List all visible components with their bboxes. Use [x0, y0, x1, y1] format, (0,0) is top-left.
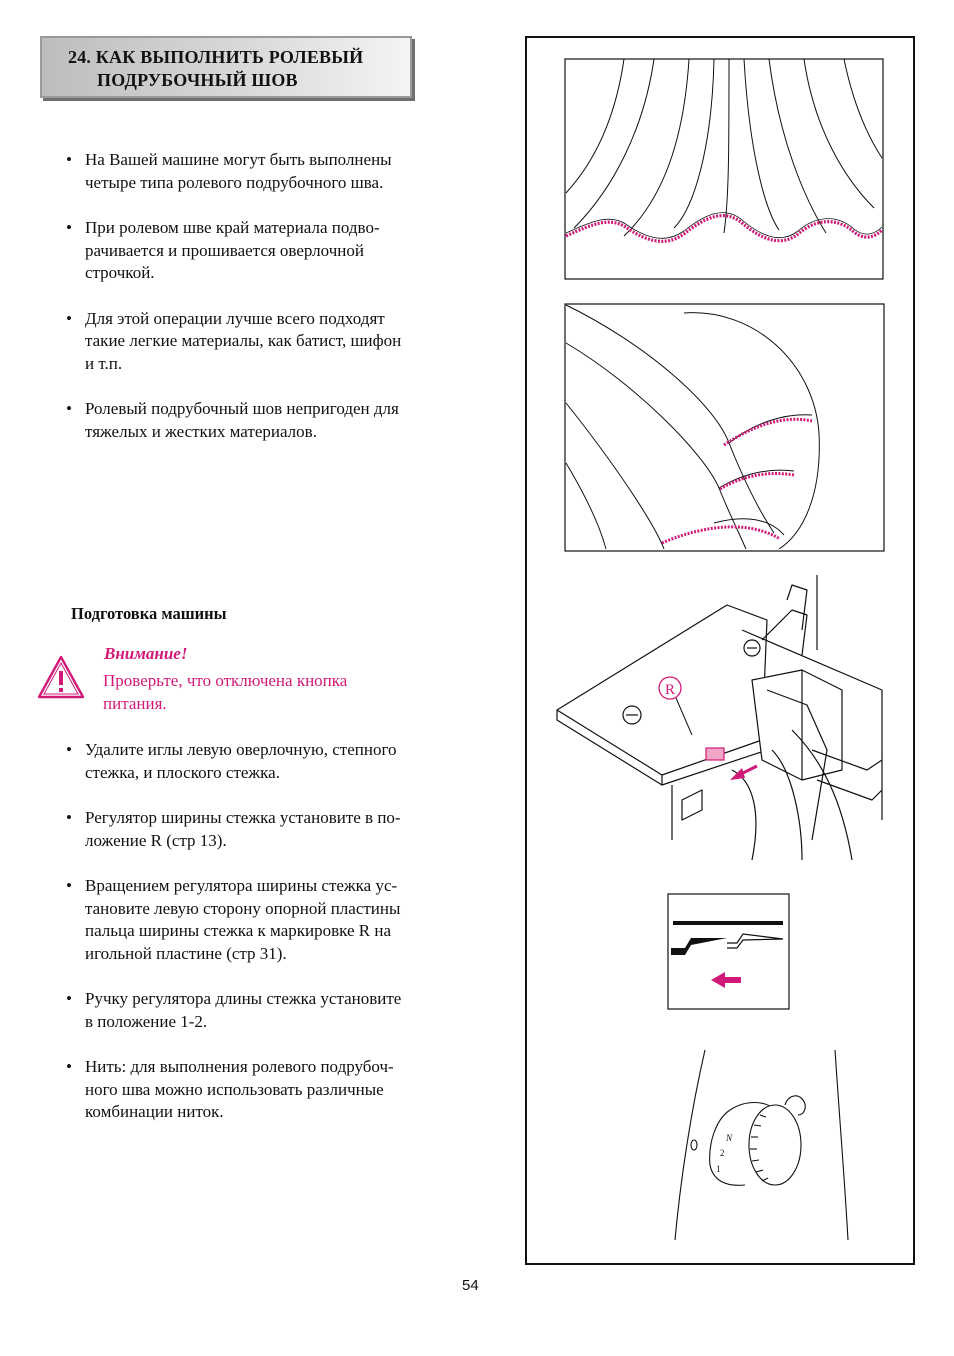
- warning-line: питания.: [103, 693, 167, 713]
- bullet-line: рачивается и прошивается оверлочной: [85, 240, 364, 260]
- bullet-line: • На Вашей машине могут быть выполнены: [85, 150, 392, 169]
- bullet-line: • Ролевый подрубочный шов непригоден для: [85, 399, 399, 418]
- needle-plate-illustration: [552, 570, 887, 860]
- section-title-box: [40, 36, 412, 98]
- step-line: в положение 1-2.: [85, 1011, 208, 1031]
- intro-bullet-2: [66, 217, 466, 285]
- step-line: • Нить: для выполнения ролевого подрубоч-: [85, 1057, 394, 1076]
- dial-mark-2: 2: [720, 1148, 725, 1158]
- warning-text: [103, 670, 347, 715]
- bullet-line: • При ролевом шве край материала подво-: [85, 218, 380, 237]
- page-number: 54: [462, 1277, 479, 1294]
- step-line: • Ручку регулятора длины стежка установите: [85, 989, 402, 1008]
- bullet-line: • Для этой операции лучше всего подходят: [85, 308, 385, 328]
- preparation-step-3: [66, 875, 466, 965]
- preparation-step-2: [66, 807, 466, 852]
- intro-bullet-4: [66, 398, 466, 443]
- step-line: игольной пластине (стр 31).: [85, 943, 287, 963]
- fabric-wave-hem-illustration: [564, 58, 884, 280]
- section-title-line-2: ПОДРУБОЧНЫЙ ШОВ: [97, 70, 298, 90]
- step-line: ложение R (стр 13).: [85, 830, 227, 850]
- section-title-line-1: 24. КАК ВЫПОЛНИТЬ РОЛЕВЫЙ: [68, 47, 364, 67]
- bullet-line: такие легкие материалы, как батист, шифон: [85, 331, 402, 350]
- stitch-finger-indicator-illustration: [667, 893, 790, 1010]
- fabric-swirl-hem-illustration: [564, 303, 885, 552]
- preparation-step-1: [66, 739, 466, 784]
- dial-mark-1: 1: [716, 1164, 721, 1174]
- intro-bullet-3: [66, 308, 466, 376]
- step-line: ного шва можно использовать различные: [85, 1079, 384, 1099]
- warning-triangle-icon: [36, 654, 86, 700]
- bullet-line: четыре типа ролевого подрубочного шва.: [85, 172, 384, 192]
- bullet-line: тяжелых и жестких материалов.: [85, 421, 317, 441]
- warning-line: Проверьте, что отключена кнопка: [103, 671, 348, 690]
- warning-title: Внимание!: [104, 644, 188, 663]
- step-line: комбинации ниток.: [85, 1102, 224, 1121]
- intro-bullet-1: [66, 149, 466, 194]
- bullet-line: строчкой.: [85, 263, 155, 282]
- step-line: тановите левую сторону опорной пластины: [85, 898, 401, 918]
- step-line: • Регулятор ширины стежка установите в по-: [85, 808, 401, 827]
- marker-r-label: R: [664, 682, 676, 698]
- preparation-step-4: [66, 988, 466, 1033]
- preparation-step-list: [66, 739, 466, 1124]
- step-line: стежка, и плоского стежка.: [85, 762, 280, 782]
- intro-bullet-list: [66, 149, 466, 443]
- step-line: пальца ширины стежка к маркировке R на: [85, 921, 391, 940]
- dial-mark-n: N: [726, 1133, 733, 1143]
- step-line: • Удалите иглы левую оверлочную, степного: [85, 740, 397, 759]
- bullet-line: и т.п.: [85, 353, 123, 373]
- preparation-heading: Подготовка машины: [71, 604, 227, 623]
- step-line: • Вращением регулятора ширины стежка ус-: [85, 876, 398, 895]
- stitch-length-dial-illustration: [670, 1045, 850, 1245]
- preparation-step-5: [66, 1056, 466, 1124]
